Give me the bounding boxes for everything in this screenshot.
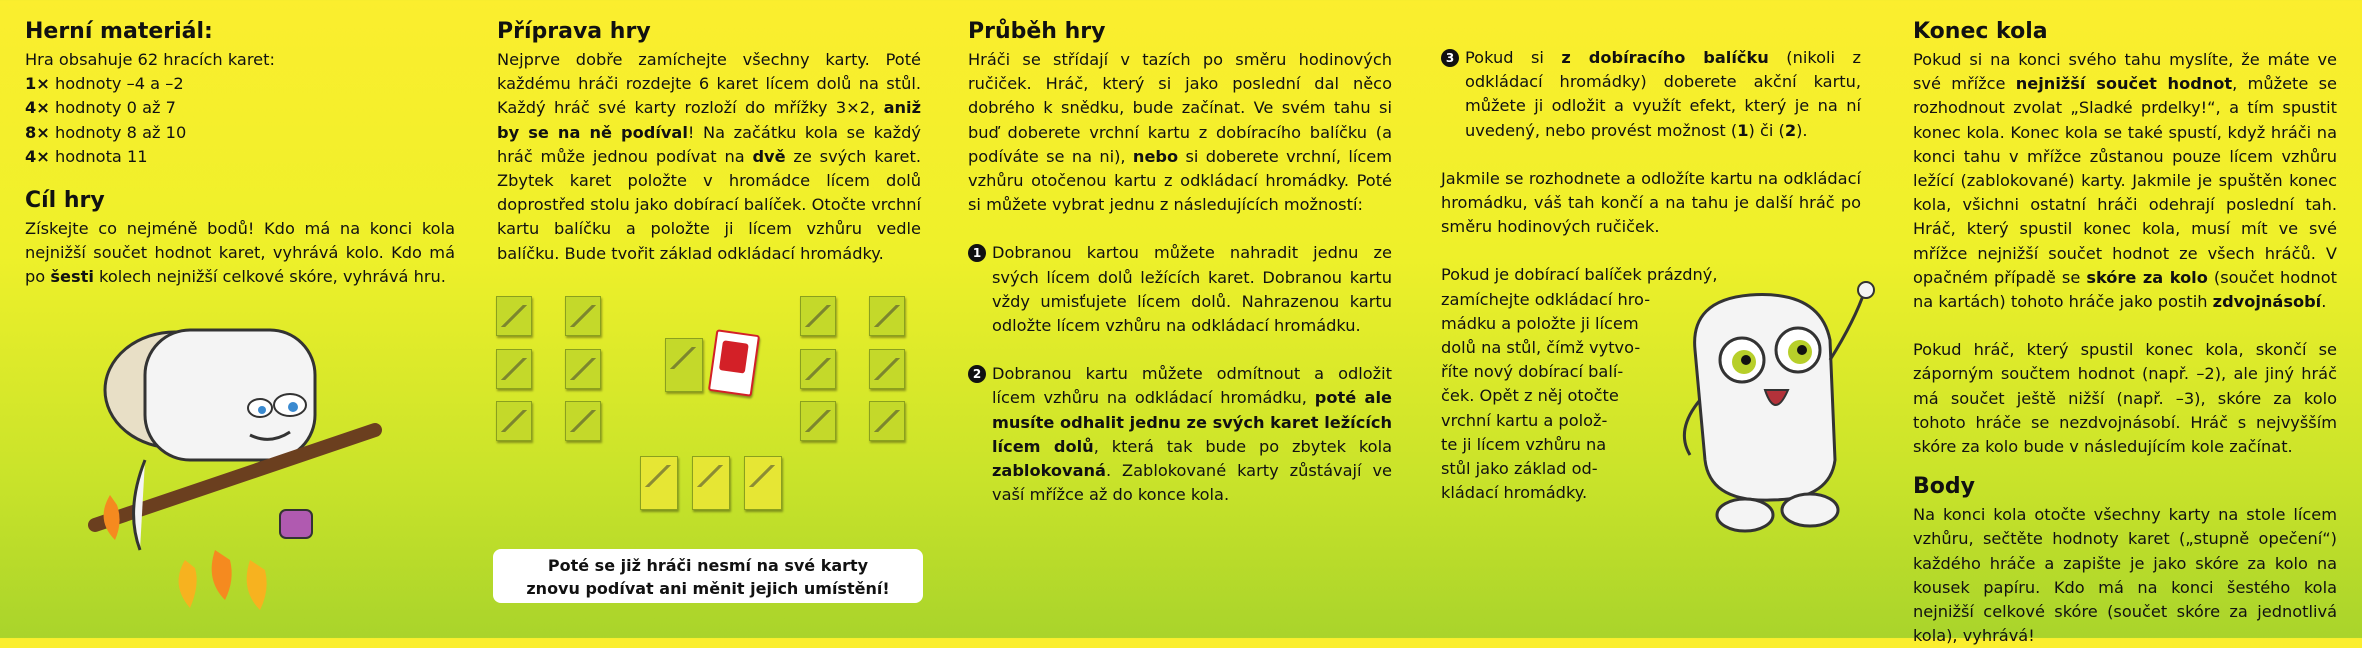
warning-notice (493, 549, 923, 603)
column-gameplay (968, 18, 1392, 507)
points-text: Na konci kola otočte všechny karty na stole lícem vzhůru, sečtěte hodnoty karet („stupně opečení“) každého hráče a zapište je jako skóre za kolo na kousek papíru. Kdo má na konci šestého kola nejnižší celkové skóre (součet skóre za jednotlivá kola), vyhrává! (1913, 505, 2337, 646)
draw-pile (665, 338, 703, 392)
goal-title: Cíl hry (25, 188, 105, 214)
gameplay-text: Hráči se střídají v tazích po směru hodinových ručiček. Hráč, který si jako poslední dal něco dobrého k snědku, bude začínat. Ve svém tahu si buď doberete vrchní kartu z dobíracího balíčku (a podíváte se na ni), nebo si doberete vrchní, lícem vzhůru otočenou kartu z odkládací hromádky. Poté si můžete vybrat jednu z následujících možností: (968, 50, 1392, 215)
material-item: 1× hodnoty –4 a –2 (25, 74, 184, 94)
gameplay-title: Průběh hry (968, 19, 1106, 44)
option-1: 1 Dobranou kartou můžete nahradit jednu ze svých lícem dolů ležících karet. Dobranou kartu vždy umisťujete lícem dolů. Nahrazenou kartu odložte lícem vzhůru na odkládací hromádku. (968, 241, 1392, 338)
material-intro: Hra obsahuje 62 hracích karet: (25, 50, 275, 69)
card-face-down (800, 401, 836, 441)
turn-end-text: Jakmile se rozhodnete a odložíte kartu na odkládací hromádku, váš tah končí a na tahu je další hráč po směru hodinových ručiček. (1441, 168, 1861, 237)
card-face-down (869, 296, 905, 336)
card-face-down (869, 349, 905, 389)
option-3: 3 Pokud si z dobíracího balíčku (nikoli z odkládací hromádky) doberete akční kartu, můžete ji odložit a využít efekt, který je na ní uvedený, nebo provést možnost (1) či (2). (1441, 46, 1861, 143)
card-face-down (869, 401, 905, 441)
marshmallow-character-illustration (1670, 280, 1890, 550)
option-2: 2 Dobranou kartu můžete odmítnout a odložit lícem vzhůru na odkládací hromádku, poté ale musíte odhalit jednu ze svých karet ležících lícem dolů, která tak bude po zbytek kola zablokovaná. Zablokované karty zůstávají ve vaší mřížce až do konce kola. (968, 362, 1392, 507)
goal-text: Získejte co nejméně bodů! Kdo má na konci kola nejnižší součet hodnot karet, vyhrává kolo. Kdo má po šesti kolech nejnižší celkové skóre, vyhrává hru. (25, 219, 455, 287)
card-face-down (496, 349, 532, 389)
discard-pile-card (708, 329, 760, 397)
setup-title: Příprava hry (497, 19, 651, 44)
notice-line: Poté se již hráči nesmí na své karty (547, 556, 869, 575)
setup-text: Nejprve dobře zamíchejte všechny karty. Poté každému hráči rozdejte 6 karet lícem dolů na stůl. Každý hráč své karty rozloží do mřížky 3×2, aniž by se na ně podíval! Na začátku kola se každý hráč může jednou podívat na dvě ze svých karet. Zbytek karet položte v hromádce lícem dolů doprostřed stolu jako dobírací balíček. Otočte vrchní kartu balíčku a položte ji lícem vzhůru vedle balíčku. Bude tvořit základ odkládací hromádky. (497, 50, 922, 263)
negative-score-text: Pokud hráč, který spustil konec kola, skončí se záporným součtem hodnot (např. –2), ale jiný hráč má součet ještě nižší (např. –3), skóre za kolo tohoto hráče se nezdvojnásobí. Hráč s nejvyšším skóre za kolo bude v následujícím kole začínat. (1913, 340, 2337, 457)
column-round-end (1913, 18, 2337, 648)
marshmallow-stick-illustration (55, 310, 435, 610)
points-title: Body (1913, 474, 1975, 500)
material-title: Herní materiál: (25, 19, 213, 44)
empty-deck-text: Pokud je dobírací balíček prázdný, zamíchejte odkládací hro- mádku a položte ji lícem dolů na stůl, čímž vytvo- říte nový dobírací balí- ček. Opět z něj otočte vrchní kartu a polož- te ji lícem vzhůru na stůl jako základ od- kládací hromádky. (1441, 265, 1718, 503)
card-face-down (565, 401, 601, 441)
card-face-down (565, 296, 601, 336)
card-face-down (496, 401, 532, 441)
card-face-down (640, 456, 678, 510)
number-3-icon: 3 (1441, 49, 1459, 67)
material-item: 8× hodnoty 8 až 10 (25, 122, 187, 142)
card-face-down (744, 456, 782, 510)
material-item: 4× hodnoty 0 až 7 (25, 98, 176, 118)
column-setup (497, 18, 921, 266)
card-face-down (800, 296, 836, 336)
card-face-down (692, 456, 730, 510)
column-material (25, 18, 455, 290)
number-1-icon: 1 (968, 244, 986, 262)
round-end-title: Konec kola (1913, 19, 2048, 44)
card-face-down (800, 349, 836, 389)
number-2-icon: 2 (968, 365, 986, 383)
material-item: 4× hodnota 11 (25, 146, 148, 166)
card-face-down (565, 349, 601, 389)
notice-line: znovu podívat ani měnit jejich umístění! (526, 579, 890, 598)
round-end-text: Pokud si na konci svého tahu myslíte, že máte ve své mřížce nejnižší součet hodnot, můžete se rozhodnout zvolat „Sladké prdelky!“, a tím spustit konec kola. Konec kola se také spustí, když hráči na konci tahu v mřížce zůstanou pouze lícem vzhůru ležící (zablokované) karty. Jakmile je spuštěn konec kola, všichni ostatní hráči odehrají poslední tah. Hráč, který spustil konec kola, musí mít ve své mřížce nejnižší součet hodnot ze všech hráčů. V opačném případě se skóre za kolo (součet hodnot na kartách) tohoto hráče jako postih zdvojnásobí. (1913, 50, 2337, 312)
card-face-down (496, 296, 532, 336)
